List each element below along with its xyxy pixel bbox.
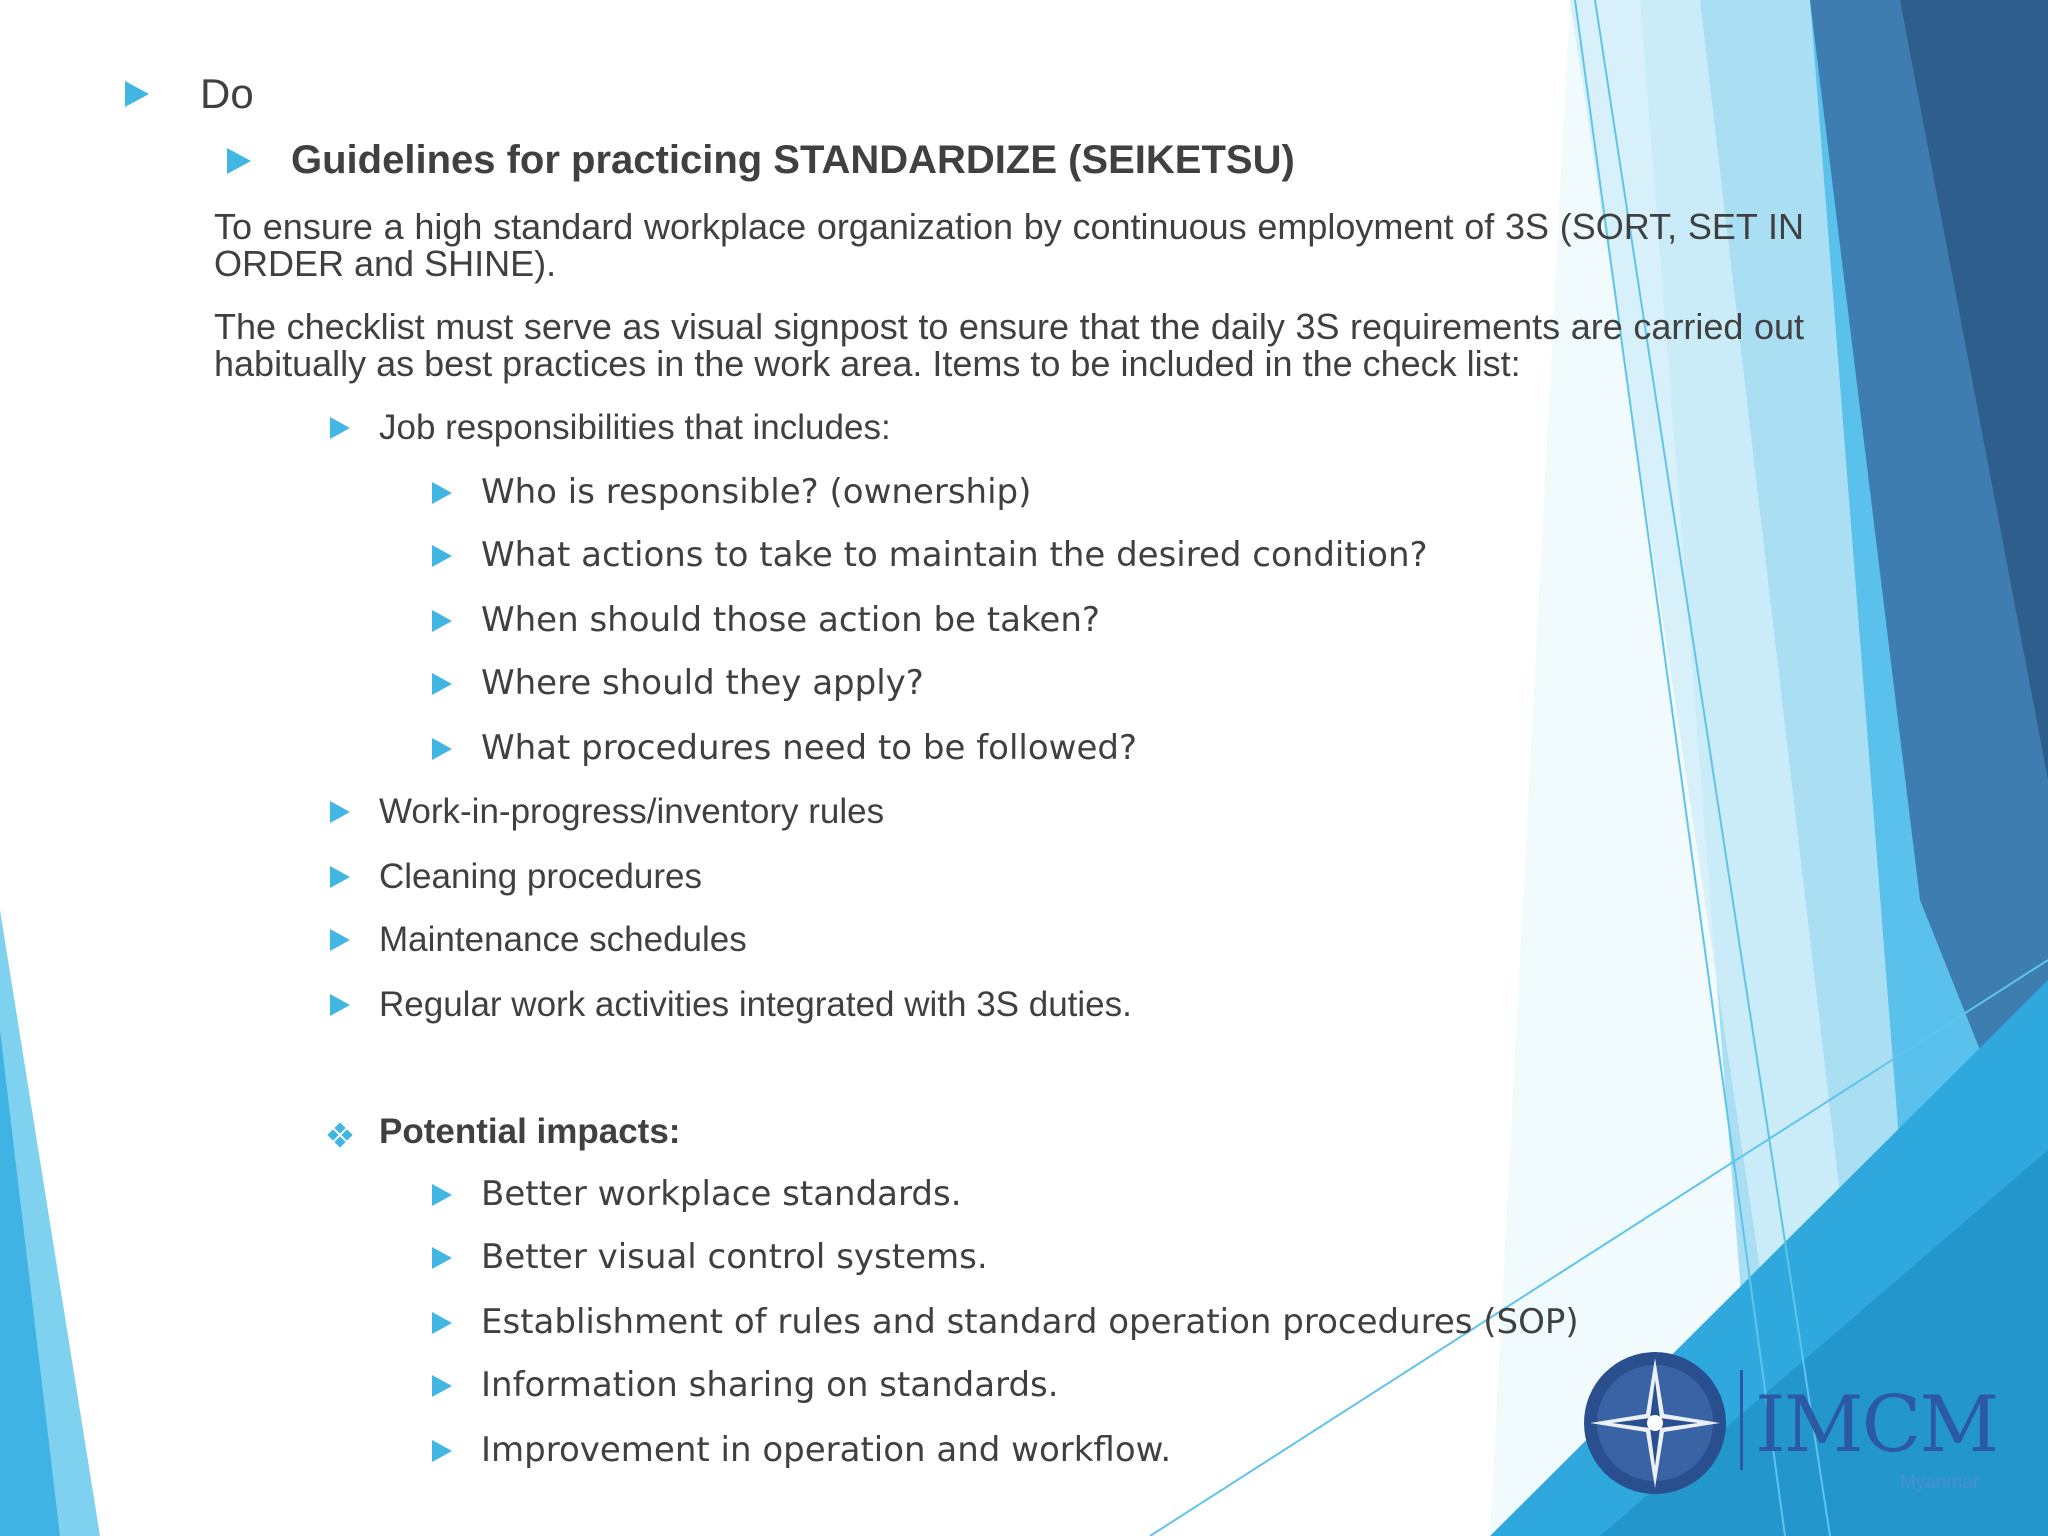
bullet-triangle-icon [432,1440,452,1462]
checklist-item: Maintenance schedules [379,920,747,959]
question-item: Where should they apply? [481,663,924,703]
bullet-triangle-icon [432,482,452,504]
bullet-triangle-icon [330,801,350,823]
impact-item: Improvement in operation and workflow. [481,1430,1172,1470]
heading-do: Do [200,70,254,117]
bullet-triangle-icon [125,81,149,107]
logo-divider [1740,1370,1743,1470]
bullet-triangle-icon [330,417,350,439]
impact-item: Better workplace standards. [481,1174,962,1214]
checklist-item: Regular work activities integrated with 3S duties. [379,985,1132,1024]
question-item: What procedures need to be followed? [481,728,1138,768]
bullet-triangle-icon [330,994,350,1016]
diamond-bullet-icon [329,1124,351,1146]
bullet-triangle-icon [432,673,452,695]
bullet-triangle-icon [432,1312,452,1334]
section-subheading: Guidelines for practicing STANDARDIZE (SEIKETSU) [291,138,1295,182]
checklist-item: Cleaning procedures [379,857,702,896]
question-item: Who is responsible? (ownership) [481,472,1032,512]
bullet-triangle-icon [432,1375,452,1397]
impacts-heading: Potential impacts: [379,1112,681,1151]
question-item: What actions to take to maintain the desired condition? [481,535,1428,575]
checklist-item: Work-in-progress/inventory rules [379,792,885,831]
bullet-triangle-icon [432,1184,452,1206]
bullet-triangle-icon [432,545,452,567]
bullet-triangle-icon [432,738,452,760]
logo-name: IMCM [1755,1380,1998,1470]
impact-item: Information sharing on standards. [481,1365,1059,1405]
impact-item: Better visual control systems. [481,1237,988,1277]
bullet-triangle-icon [330,929,350,951]
bullet-triangle-icon [227,148,251,174]
bullet-triangle-icon [432,1247,452,1269]
intro-paragraph: To ensure a high standard workplace organization by continuous employment of 3S (SORT, SET IN ORDER and SHINE). [214,206,1804,284]
checklist-paragraph: The checklist must serve as visual signpost to ensure that the daily 3S requirements are carried out habitually as best practices in the work area. Items to be included in the check list: [214,306,1804,384]
compass-rose-icon [1582,1350,1728,1496]
impact-item: Establishment of rules and standard operation procedures (SOP) [481,1302,1579,1342]
bullet-triangle-icon [432,610,452,632]
bullet-triangle-icon [330,866,350,888]
question-item: When should those action be taken? [481,600,1100,640]
logo-subtitle: Myanmar [1900,1472,1980,1493]
checklist-item: Job responsibilities that includes: [379,408,891,447]
